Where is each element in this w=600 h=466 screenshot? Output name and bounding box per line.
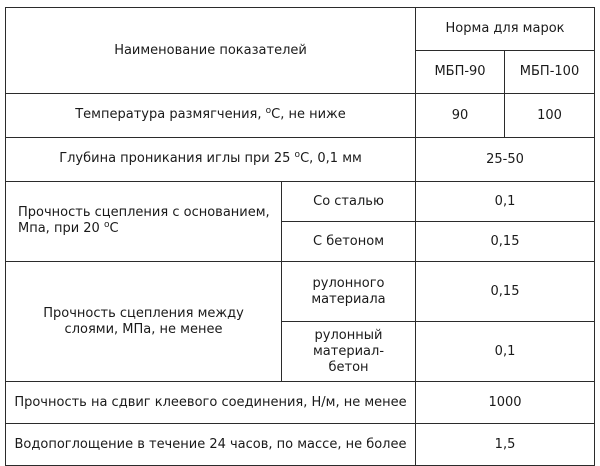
properties-table: [5, 7, 595, 466]
water-absorption-value: 1,5: [416, 424, 595, 466]
concrete-label: С бетоном: [282, 222, 416, 262]
softening-label: [6, 94, 416, 138]
roll-concrete-value: 0,1: [416, 322, 595, 382]
norm-header: Норма для марок: [416, 8, 595, 51]
base-adhesion-label-unit: С: [109, 221, 119, 236]
needle-depth-label: [6, 138, 416, 182]
base-adhesion-steel-row: [6, 182, 595, 222]
grade-2-header: МБП-100: [505, 51, 595, 94]
softening-value-2: 100: [505, 94, 595, 138]
shear-label: Прочность на сдвиг клеевого соединения, Н/м, не менее: [6, 382, 416, 424]
indicator-name-header: Наименование показателей: [6, 8, 416, 94]
steel-label: Со сталью: [282, 182, 416, 222]
softening-label-text: Температура размягчения,: [75, 107, 266, 122]
header-row: [6, 8, 595, 51]
roll-material-value: 0,15: [416, 262, 595, 322]
roll-material-label: рулонного материала: [282, 262, 416, 322]
shear-row: [6, 382, 595, 424]
grade-1-header: МБП-90: [416, 51, 505, 94]
needle-depth-value: 25-50: [416, 138, 595, 182]
softening-degree: о: [265, 106, 272, 116]
concrete-value: 0,15: [416, 222, 595, 262]
base-adhesion-label-text: Прочность сцепления с основанием, Мпа, при 20: [18, 205, 270, 236]
needle-depth-label-unit: С, 0,1 мм: [300, 151, 362, 166]
roll-concrete-label: рулонный материал-бетон: [282, 322, 416, 382]
water-absorption-label: Водопоглощение в течение 24 часов, по массе, не более: [6, 424, 416, 466]
needle-depth-label-text: Глубина проникания иглы при 25: [59, 151, 295, 166]
water-absorption-row: [6, 424, 595, 466]
steel-value: 0,1: [416, 182, 595, 222]
needle-depth-degree: о: [294, 150, 301, 160]
layer-adhesion-label: Прочность сцепления между слоями, МПа, не менее: [6, 262, 282, 382]
layer-adhesion-roll-row: [6, 262, 595, 322]
softening-row: [6, 94, 595, 138]
shear-value: 1000: [416, 382, 595, 424]
softening-label-unit: С, не ниже: [271, 107, 346, 122]
needle-depth-row: [6, 138, 595, 182]
base-adhesion-label: [6, 182, 282, 262]
softening-value-1: 90: [416, 94, 505, 138]
base-adhesion-degree: о: [103, 220, 110, 230]
